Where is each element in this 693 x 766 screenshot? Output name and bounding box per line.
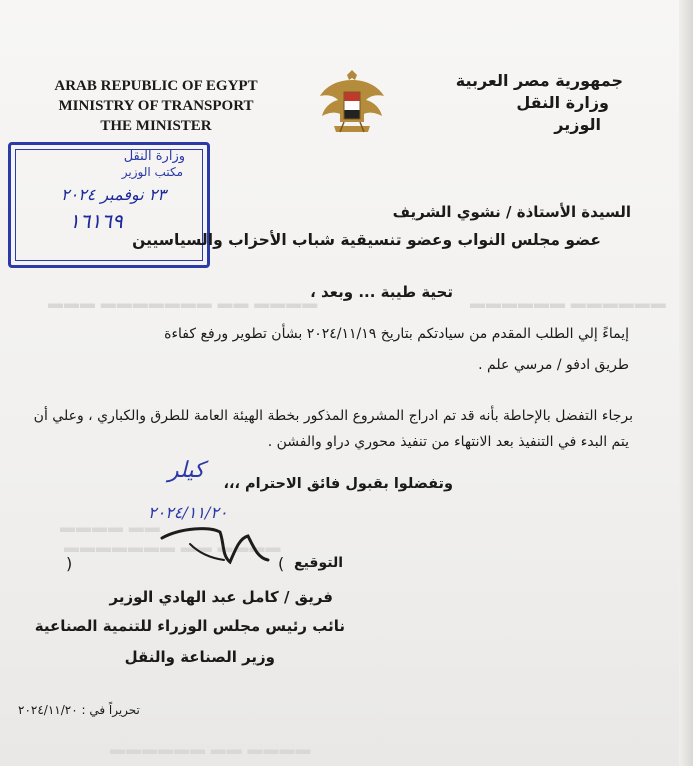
header-en-ministry: MINISTRY OF TRANSPORT [58, 98, 254, 114]
issue-date: تحريراً في : ٢٠٢٤/١١/٢٠ [18, 703, 140, 717]
greeting: تحية طيبة ... وبعد ، [310, 283, 453, 301]
signatory-title: وزير الصناعة والنقل [124, 648, 275, 666]
body-paragraph-line: إيماءً إلي الطلب المقدم من سيادتكم بتاريخ ٢٠٢٤/١١/١٩ بشأن تطوير ورفع كفاءة [164, 326, 629, 342]
body-paragraph-line: طريق ادفو / مرسي علم . [478, 357, 629, 373]
bleed-through-text: ▬▬▬▬ ▬▬ [60, 520, 161, 536]
header-ar-ministry: وزارة النقل [516, 93, 609, 112]
signature-paren-open: ( [278, 554, 285, 573]
stamp-date: ٢٣ نوفمبر ٢٠٢٤ [61, 185, 167, 204]
header-arabic [456, 70, 623, 136]
stamp-office: مكتب الوزير [121, 165, 183, 179]
body-paragraph-line: يتم البدء في التنفيذ بعد الانتهاء من تنفيذ محوري دراو والفشن . [267, 434, 629, 450]
closing-line: وتفضلوا بقبول فائق الاحترام ،،، [223, 476, 453, 492]
header-en-country: ARAB REPUBLIC OF EGYPT [54, 78, 258, 94]
stamp-ministry: وزارة النقل [123, 149, 185, 164]
signature-paren-close: ) [66, 554, 73, 573]
body-paragraph-line: برجاء التفضل بالإحاطة بأنه قد تم ادراج المشروع المذكور بخطة الهيئة العامة للطرق والكباري ، وعلي أن [33, 408, 633, 424]
handwritten-date: ٢٠٢٤/١١/٢٠ [148, 503, 228, 522]
signatory-name: فريق / كامل عبد الهادي الوزير [109, 588, 333, 606]
stamp-number: ١٦١٦٩ [69, 209, 123, 233]
bleed-through-text: ▬▬▬ ▬▬▬▬▬▬▬ ▬▬ ▬▬▬▬ [48, 296, 319, 312]
signature-icon [150, 508, 280, 574]
incoming-mail-stamp [8, 142, 210, 268]
eagle-emblem-icon [316, 66, 388, 142]
signature-label: التوقيع [294, 555, 343, 571]
handwritten-approval: كيلر [168, 458, 205, 483]
signatory-title: نائب رئيس مجلس الوزراء للتنمية الصناعية [34, 617, 345, 635]
paper-edge-shadow [679, 0, 693, 766]
recipient-name: السيدة الأستاذة / نشوي الشريف [392, 203, 631, 221]
recipient-title: عضو مجلس النواب وعضو تنسيقية شباب الأحزاب والسياسيين [132, 231, 601, 249]
header-english [40, 76, 272, 136]
header-en-minister: THE MINISTER [100, 118, 212, 134]
bleed-through-text: ▬▬▬▬▬▬ ▬▬▬▬▬▬ [470, 296, 667, 312]
header-ar-country: جمهورية مصر العربية [455, 71, 623, 90]
bleed-through-text: ▬▬▬▬▬▬ ▬▬ ▬▬▬▬ [110, 742, 312, 758]
header-ar-minister: الوزير [554, 115, 601, 134]
bleed-through-text: ▬▬▬▬▬▬▬ ▬▬ ▬▬▬▬ [64, 540, 282, 556]
